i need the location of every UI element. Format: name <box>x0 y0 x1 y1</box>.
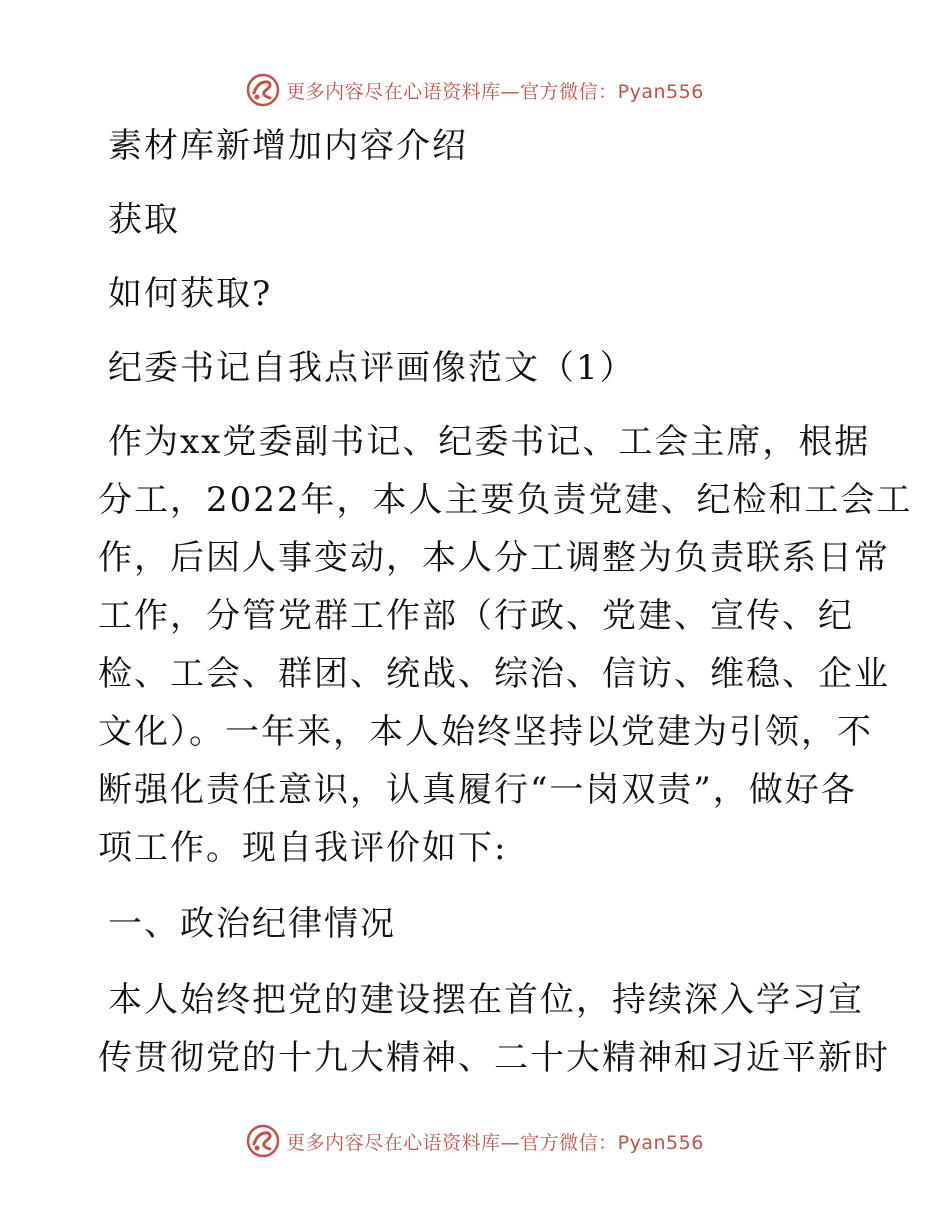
header-banner-text: 更多内容尽在心语资料库—官方微信：Pyan556 <box>286 80 704 103</box>
seal-logo-icon <box>246 73 280 107</box>
paragraph-line: 分工，2022年，本人主要负责党建、纪检和工会工 <box>98 480 913 520</box>
paragraph-line: 检、工会、群团、统战、综治、信访、维稳、企业 <box>98 654 890 694</box>
paragraph-line: 传贯彻党的十九大精神、二十大精神和习近平新时 <box>98 1038 890 1078</box>
paragraph-line: 文化）。一年来，本人始终坚持以党建为引领，不 <box>98 712 873 752</box>
heading-line: 如何获取? <box>108 274 273 314</box>
paragraph-line: 断强化责任意识，认真履行“一岗双责”，做好各 <box>98 770 857 810</box>
paragraph-line: 本人始终把党的建设摆在首位，持续深入学习宣 <box>108 980 864 1020</box>
heading-line: 素材库新增加内容介绍 <box>108 126 468 166</box>
seal-logo-icon <box>246 1124 280 1158</box>
paragraph-line: 工作，分管党群工作部（行政、党建、宣传、纪 <box>98 596 854 636</box>
paragraph-line: 项工作。现自我评价如下: <box>98 828 508 868</box>
document-title: 纪委书记自我点评画像范文（1） <box>108 348 636 388</box>
footer-banner <box>0 1121 950 1161</box>
paragraph-line: 作为xx党委副书记、纪委书记、工会主席，根据 <box>108 422 871 462</box>
paragraph-line: 作，后因人事变动，本人分工调整为负责联系日常 <box>98 538 890 578</box>
header-banner <box>0 70 950 110</box>
footer-banner-text: 更多内容尽在心语资料库—官方微信：Pyan556 <box>286 1131 704 1154</box>
section-title: 一、政治纪律情况 <box>108 904 396 944</box>
heading-line: 获取 <box>108 200 180 240</box>
